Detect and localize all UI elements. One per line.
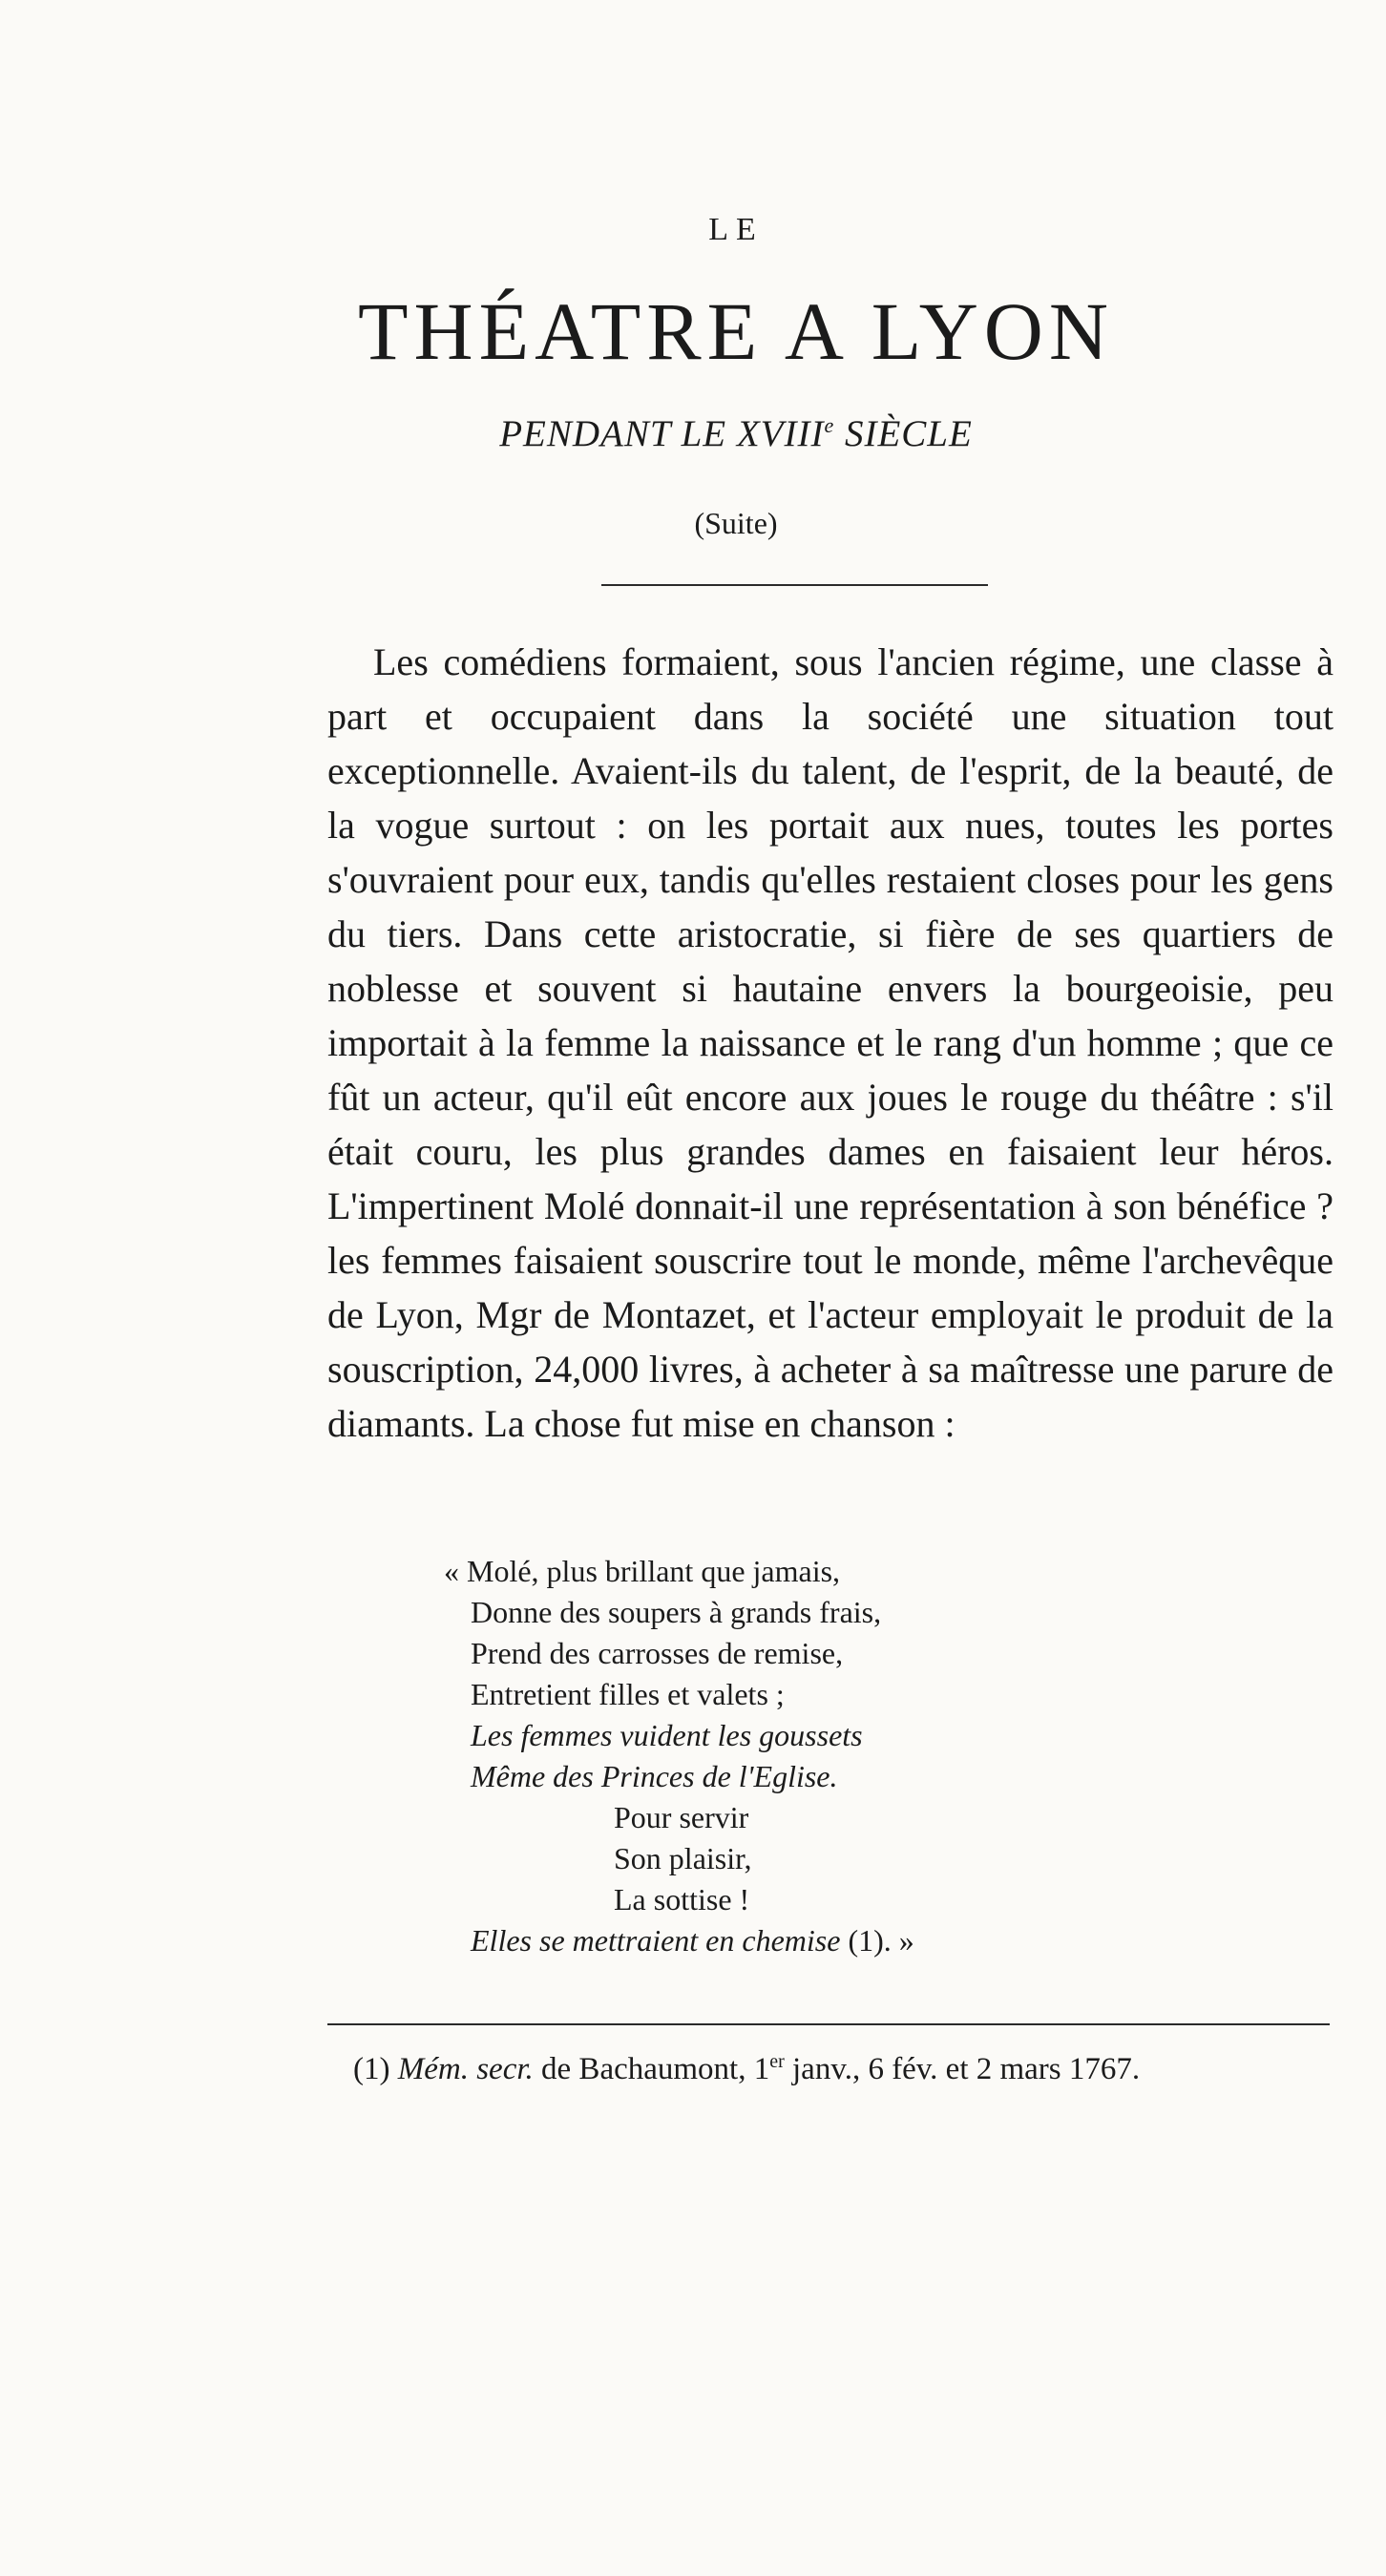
- header-le: LE: [708, 212, 764, 247]
- page-title: THÉATRE A LYON: [357, 285, 1115, 377]
- footnote-author: de Bachaumont, 1: [533, 2052, 770, 2086]
- poem-line-close: (1). »: [840, 1923, 914, 1958]
- poem-line: Pour servir: [614, 1800, 749, 1834]
- subtitle: [0, 412, 1386, 455]
- poem-line-italic: Elles se mettraient en chemise: [471, 1923, 841, 1958]
- poem-line: La sottise !: [614, 1882, 750, 1916]
- footnote-number: (1): [353, 2052, 398, 2086]
- footnote-source: Mém. secr.: [397, 2052, 534, 2086]
- body-paragraph: Les comédiens formaient, sous l'ancien régime, une classe à part et occupaient dans la société une situation tout exceptionnelle. Avaient-ils du talent, de l'esprit, de la beauté, de la vogue surtout : on les portait aux nues, toutes les portes s'ouvraient pour eux, tandis qu'elles restaient closes pour les gens du tiers. Dans cette aristocratie, si fière de ses quartiers de noblesse et souvent si hautaine envers la bourgeoisie, peu importait à la femme la naissance et le rang d'un homme ; que ce fût un acteur, qu'il eût encore aux joues le rouge du théâtre : s'il était couru, les plus grandes dames en faisaient leur héros. L'impertinent Molé donnait-il une représentation à son bénéfice ? les femmes faisaient souscrire tout le monde, même l'archevêque de Lyon, Mgr de Montazet, et l'acteur employait le produit de la souscription, 24,000 livres, à acheter à sa maîtresse une parure de diamants. La chose fut mise en chanson :: [327, 640, 1334, 1445]
- suite-label: (Suite): [694, 506, 778, 540]
- subtitle-sup: e: [824, 413, 835, 437]
- footnote: [353, 2041, 1336, 2090]
- poem-line: Les femmes vuident les goussets: [471, 1718, 863, 1752]
- header-divider: [601, 584, 988, 586]
- subtitle-post: SIÈCLE: [834, 413, 973, 454]
- main-text: [327, 635, 1334, 1451]
- poem-line: « Molé, plus brillant que jamais,: [444, 1554, 841, 1588]
- poem: [444, 1551, 1112, 1961]
- footnote-divider: [327, 2023, 1330, 2025]
- poem-line: Entretient filles et valets ;: [471, 1677, 785, 1711]
- poem-line: Son plaisir,: [614, 1841, 752, 1875]
- poem-line: Prend des carrosses de remise,: [471, 1636, 844, 1670]
- footnote-rest: janv., 6 fév. et 2 mars 1767.: [784, 2052, 1141, 2086]
- poem-line: Même des Princes de l'Eglise.: [471, 1759, 838, 1793]
- poem-line-last: [444, 1920, 1112, 1961]
- footnote-sup: er: [769, 2051, 785, 2072]
- poem-line: Donne des soupers à grands frais,: [471, 1595, 882, 1629]
- subtitle-pre: PENDANT LE XVIII: [499, 413, 825, 454]
